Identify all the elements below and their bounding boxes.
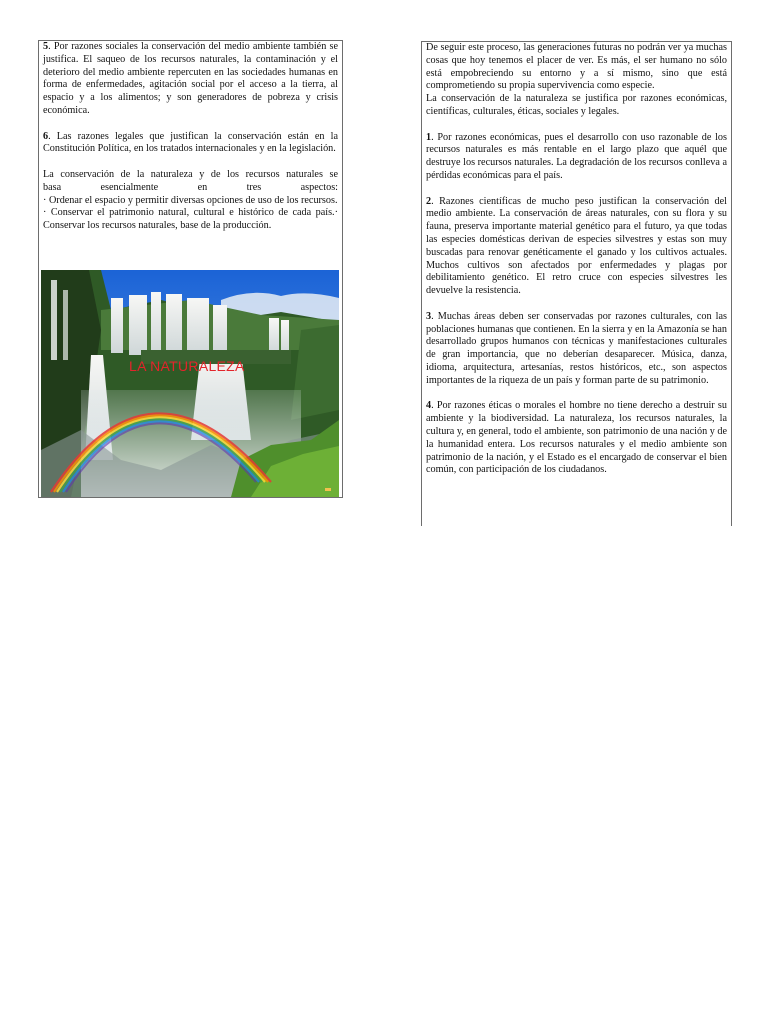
paragraph-number: 3	[426, 310, 432, 322]
paragraph-text: . Por razones sociales la conservación del medio ambiente también se justifica. El saqueo de los recursos naturales, la contaminación y el deterioro del medio ambiente repercuten en las sociedades humanas en forma de enfermedades, agitación social por el acceso a la tierra, al espacio y a los alimentos; y son generadores de pobreza y crisis económica.	[43, 41, 338, 116]
left-page-panel	[38, 40, 343, 498]
paragraph-aspects	[43, 169, 338, 233]
paragraph-4	[426, 400, 727, 477]
photo-caption: LA NATURALEZA	[129, 358, 245, 374]
paragraph-text: . Por razones económicas, pues el desarrollo con uso razonable de los recursos naturales es más rentable en el largo plazo que aquél que destruye los recursos naturales. La degradación de los recursos conlleva a pérdidas económicas para el país.	[426, 131, 727, 181]
paragraph-text: . Por razones éticas o morales el hombre no tiene derecho a destruir su ambiente y la biodiversidad. La naturaleza, los recursos naturales, la cultura y, en general, todo el ambiente, son patrimonio de una nación y de la humanidad entera. Los recursos naturales y el medio ambiente son patrimonio de la nación, y el Estado es el encargado de conservar el bien común, con participación de los ciudadanos.	[426, 400, 727, 476]
paragraph-number: 5	[43, 41, 49, 52]
waterfall-photo	[41, 270, 339, 497]
right-page-panel	[421, 41, 732, 526]
aspects-intro-line1: La conservación de la naturaleza y de los recursos naturales se	[43, 168, 338, 180]
intro-text-2: La conservación de la naturaleza se justifica por razones económicas, científicas, culturales, éticas, sociales y legales.	[426, 93, 727, 117]
paragraph-number: 6	[43, 130, 49, 142]
paragraph-number: 2	[426, 195, 432, 207]
paragraph-1	[426, 132, 727, 183]
waterfall-illustration	[41, 270, 339, 497]
intro-text: De seguir este proceso, las generaciones futuras no podrán ver ya muchas cosas que hoy tenemos el placer de ver. Es más, el ser humano no sólo está empobreciendo su entorno y a sí mismo, sino que está comprometiendo su propia supervivencia como especie.	[426, 42, 727, 92]
paragraph-5	[43, 41, 338, 118]
paragraph-text: . Muchas áreas deben ser conservadas por razones culturales, con las poblaciones humanas que contienen. En la sierra y en la Amazonía se han desarrollado grupos humanos con técnicas y manifestaciones culturales de gran importancia, que no deberían desaparecer. Música, danza, idioma, arquitectura, artesanías, restos históricos, etc., son aspectos importantes de la riqueza de un país y forman parte de su patrimonio.	[426, 310, 727, 386]
paragraph-text: . Razones científicas de mucho peso justifican la conservación del medio ambiente. La conservación de áreas naturales, con su flora y su fauna, preserva importante material genético para el futuro, ya que todas las especies domésticas derivan de especies silvestres y estas son muy buscadas para renovar genéticamente el ganado y los cultivos actuales. Muchos cultivos son afectados por enfermedades y plagas por debilitamiento genético. El retro cruce con especies silvestres les devuelve la resistencia.	[426, 195, 727, 297]
intro-paragraph	[426, 42, 727, 119]
paragraph-text: . Las razones legales que justifican la conservación están en la Constitución Política, en los tratados internacionales y en la legislación.	[43, 130, 338, 155]
paragraph-number: 1	[426, 131, 432, 143]
aspect-item-2: · Conservar el patrimonio natural, cultural e histórico de cada país.· Conservar los recursos naturales, base de la producción.	[43, 207, 338, 232]
paragraph-6	[43, 131, 338, 157]
paragraph-3	[426, 311, 727, 388]
aspect-item-1: · Ordenar el espacio y permitir diversas opciones de uso de los recursos.	[43, 194, 338, 206]
paragraph-2	[426, 196, 727, 298]
paragraph-number: 4	[426, 400, 432, 412]
aspects-intro-line2: basa esencialmente en tres aspectos:	[43, 181, 338, 193]
